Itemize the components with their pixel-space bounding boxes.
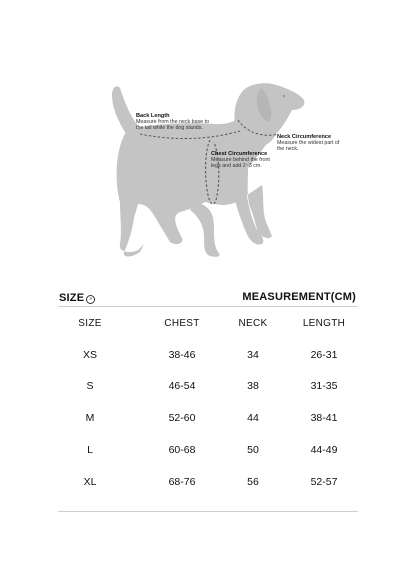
neck-annotation — [277, 134, 341, 152]
table-row — [0, 349, 416, 363]
column-header-neck: NECK — [238, 318, 268, 329]
table-row — [0, 380, 416, 394]
chest-description: Measure behind the front legs and add 2~3 cm. — [211, 157, 270, 169]
chest-cell: 46-54 — [168, 380, 196, 392]
chest-cell: 68-76 — [168, 476, 196, 488]
column-header-length: LENGTH — [302, 318, 346, 329]
chest-cell: 52-60 — [168, 412, 196, 424]
table-row — [0, 476, 416, 490]
back-length-description: Measure from the neck base to the tail while the dog stands. — [136, 119, 210, 131]
chest-title: Chest Circumference — [211, 151, 268, 157]
size-label: SIZE — [59, 292, 85, 304]
neck-title: Neck Circumference — [277, 134, 332, 140]
table-bottom-divider — [58, 511, 358, 512]
size-cell: XS — [82, 349, 97, 361]
length-cell: 31-35 — [310, 380, 338, 392]
length-cell: 26-31 — [310, 349, 338, 361]
chest-cell: 60-68 — [168, 444, 196, 456]
size-cell: XL — [83, 476, 97, 488]
size-table-header — [58, 290, 358, 306]
table-row — [0, 412, 416, 426]
chest-annotation — [211, 151, 275, 169]
size-cell: L — [87, 444, 93, 456]
neck-cell: 50 — [247, 444, 259, 456]
back-length-title: Back Length — [136, 113, 170, 119]
column-header-size: SIZE — [78, 318, 102, 329]
chest-cell: 38-46 — [168, 349, 196, 361]
length-cell: 38-41 — [310, 412, 338, 424]
neck-cell: 56 — [247, 476, 259, 488]
column-header-chest: CHEST — [164, 318, 200, 329]
dog-measurement-diagram — [0, 0, 416, 280]
dog-silhouette — [0, 0, 416, 280]
back-length-annotation — [136, 113, 216, 131]
arrow-circle-icon: » — [86, 295, 95, 304]
length-cell: 44-49 — [310, 444, 338, 456]
neck-description: Measure the widest part of the neck. — [277, 140, 340, 152]
table-row — [0, 444, 416, 458]
measurement-label: MEASUREMENT(CM) — [242, 291, 356, 303]
length-cell: 52-57 — [310, 476, 338, 488]
neck-cell: 44 — [247, 412, 259, 424]
neck-cell: 34 — [247, 349, 259, 361]
size-header — [59, 292, 95, 304]
neck-cell: 38 — [247, 380, 259, 392]
table-top-divider — [58, 306, 358, 307]
size-cell: S — [86, 380, 94, 392]
size-cell: M — [85, 412, 95, 424]
